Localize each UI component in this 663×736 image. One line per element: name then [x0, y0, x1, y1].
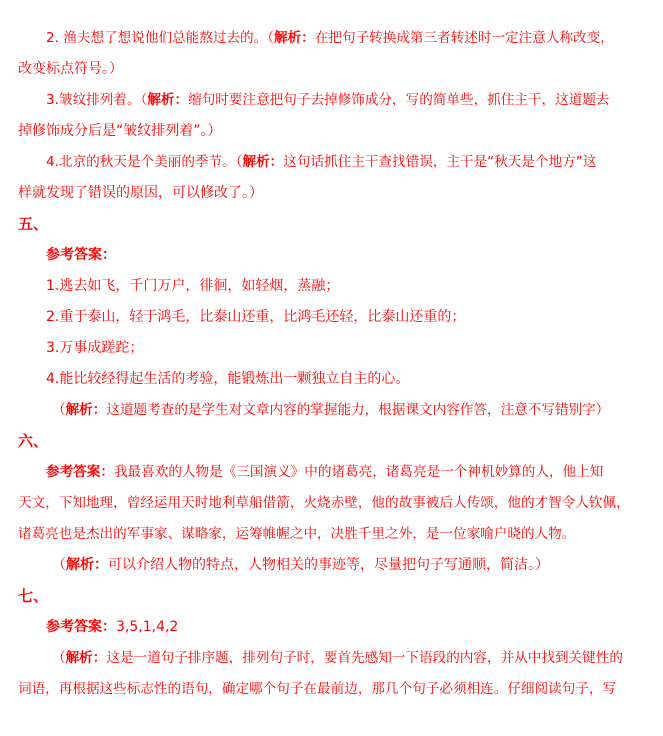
- section-heading-7: 七、: [18, 587, 49, 605]
- answer-line-4-cont: 样就发现了错误的原因，可以修改了。）: [18, 185, 263, 201]
- analysis-label: 解析：: [65, 402, 107, 418]
- answer-line-3-cont: 掉修饰成分后是“皱纹排列着”。）: [18, 123, 222, 139]
- line-text: 缩句时要注意把句子去掉修饰成分，写的简单些，抓住主干，这道题去: [188, 92, 610, 108]
- analysis-label: 解析：: [274, 30, 315, 46]
- answer-line-4: [46, 152, 596, 172]
- line-text: 2. 渔夫想了想说他们总能熬过去的。（: [46, 30, 274, 46]
- answer-item-1: 1.逃去如飞，千门万户，徘徊，如轻烟，蒸融；: [46, 278, 340, 294]
- reference-answer-label: 参考答案：: [46, 619, 116, 635]
- line-text: （: [52, 557, 66, 573]
- analysis-label: 解析：: [242, 154, 284, 170]
- answer-line-3: [46, 90, 610, 110]
- analysis-line-6: [52, 555, 549, 575]
- analysis-label: 解析：: [66, 557, 108, 573]
- reference-answer-label: 参考答案：: [46, 464, 114, 480]
- line-text: 这道题考查的是学生对文章内容的掌握能力，根据课文内容作答，注意不写错别字）: [106, 402, 610, 418]
- answer-item-2: 2.重于泰山，轻于鸿毛，比泰山还重，比鸿毛还轻，比泰山还重的；: [46, 309, 466, 325]
- analysis-label: 解析：: [147, 92, 189, 108]
- answer-line-2-cont: 改变标点符号。）: [18, 61, 123, 77]
- reference-answer-7: [46, 617, 178, 637]
- analysis-line-5: [52, 400, 609, 420]
- reference-answer-6: [46, 462, 603, 482]
- analysis-line-7: [52, 648, 623, 668]
- line-text: 这句话抓住主干查找错误，主干是“秋天是个地方”这: [283, 154, 597, 170]
- answer-line-2: [46, 28, 614, 48]
- analysis-label: 解析：: [65, 650, 107, 666]
- line-text: 这是一道句子排序题，排列句子时，要首先感知一下语段的内容，并从中找到关键性的: [106, 650, 623, 666]
- line-text: 在把句子转换成第三者转述时一定注意人称改变，: [314, 30, 614, 46]
- line-text: 3.皱纹排列着。（: [46, 92, 148, 108]
- section-heading-6: 六、: [18, 432, 49, 450]
- answer-item-4: 4.能比较经得起生活的考验，能锻炼出一颗独立自主的心。: [46, 371, 410, 387]
- line-text: （: [52, 650, 66, 666]
- reference-answer-6-cont: 天文，下知地理，曾经运用天时地利草船借箭，火烧赤壁，他的故事被后人传颂，他的才智令人钦佩，: [18, 495, 630, 511]
- line-text: （: [52, 402, 66, 418]
- line-text: 我最喜欢的人物是《三国演义》中的诸葛亮，诸葛亮是一个神机妙算的人，他上知: [113, 464, 604, 480]
- line-text: 3,5,1,4,2: [116, 619, 179, 635]
- reference-answer-6-cont: 诸葛亮也是杰出的军事家、谋略家，运筹帷幄之中，决胜千里之外，是一位家喻户晓的人物。: [18, 526, 576, 542]
- analysis-line-7-cont: 词语，再根据这些标志性的语句，确定哪个句子在最前边，那几个句子必须相连。仔细阅读句子，写: [18, 681, 617, 697]
- section-heading-5: 五、: [18, 215, 49, 233]
- line-text: 4.北京的秋天是个美丽的季节。（: [46, 154, 243, 170]
- answer-item-3: 3.万事成蹉跎；: [46, 340, 144, 356]
- reference-answer-label: 参考答案：: [46, 247, 116, 263]
- line-text: 可以介绍人物的特点，人物相关的事迹等，尽量把句子写通顺，简洁。）: [108, 557, 549, 573]
